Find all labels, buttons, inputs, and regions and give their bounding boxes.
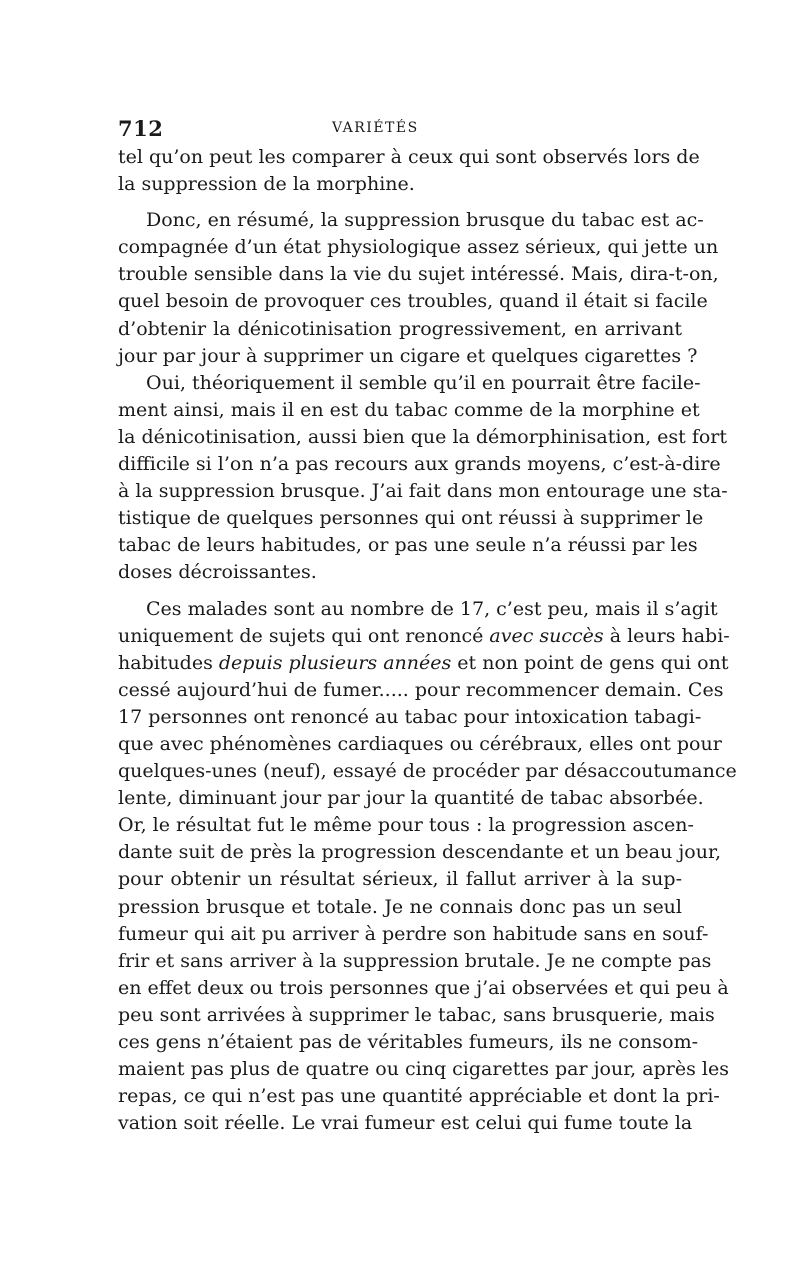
paragraph [118,207,719,370]
text-run: uniquement de sujets qui ont renoncé [118,624,490,647]
body-text [118,144,737,1137]
paragraph-gap [118,198,682,207]
text-line: ces gens n’étaient pas de véritables fumeurs, ils ne consom- [118,1031,699,1053]
text-line: que avec phénomènes cardiaques ou cérébraux, elles ont pour [118,732,722,755]
text-run: à leurs habi- [603,624,730,647]
text-line: tistique de quelques personnes qui ont réussi à supprimer le [118,507,704,530]
text-line: trouble sensible dans la vie du sujet intéressé. Mais, dira-t-on, [118,263,719,286]
text-line: maient pas plus de quatre ou cinq cigarettes par jour, après les [118,1058,729,1081]
text-line: jour par jour à supprimer un cigare et quelques cigarettes ? [118,344,698,367]
text-line: cessé aujourd’hui de fumer..... pour recommencer demain. Ces [118,678,724,701]
paragraph [118,144,700,198]
text-line: tel qu’on peut les comparer à ceux qui sont observés lors de [118,146,700,168]
italic-text: avec succès [489,624,604,647]
text-line: Ces malades sont au nombre de 17, c’est peu, mais il s’agit [146,597,718,620]
italic-text: depuis plusieurs années [218,651,452,674]
page-number: 712 [118,116,164,141]
text-line: ment ainsi, mais il en est du tabac comme de la morphine et [118,398,700,421]
text-run: habitudes [118,651,219,674]
text-line: la dénicotinisation, aussi bien que la démorphinisation, est fort [118,425,728,448]
text-line: pour obtenir un résultat sérieux, il fallut arriver à la sup- [118,868,682,891]
text-line: 17 personnes ont renoncé au tabac pour intoxication tabagi- [118,705,702,728]
text-line: Or, le résultat fut le même pour tous : la progression ascen- [118,814,694,837]
paragraph-gap [118,587,682,596]
text-line: fumeur qui ait pu arriver à perdre son habitude sans en souf- [118,922,709,945]
page-header [118,116,682,142]
text-line [118,623,730,650]
text-line [118,650,729,677]
text-line: quel besoin de provoquer ces troubles, quand il était si facile [118,290,708,313]
text-line: Donc, en résumé, la suppression brusque du tabac est ac- [146,209,704,232]
text-line: frir et sans arriver à la suppression brutale. Je ne compte pas [118,949,712,972]
text-line: lente, diminuant jour par jour la quantité de tabac absorbée. [118,787,704,810]
text-line: difficile si l’on n’a pas recours aux grands moyens, c’est-à-dire [118,453,721,476]
text-line: Oui, théoriquement il semble qu’il en pourrait être facile- [146,371,701,394]
text-line: pression brusque et totale. Je ne connais donc pas un seul [118,895,682,918]
paragraph [118,596,737,1138]
text-line: dante suit de près la progression descendante et un beau jour, [118,841,721,864]
text-line: d’obtenir la dénicotinisation progressivement, en arrivant [118,317,682,340]
text-line: compagnée d’un état physiologique assez sérieux, qui jette un [118,236,719,259]
text-line: à la suppression brusque. J’ai fait dans mon entourage une sta- [118,480,728,503]
text-line: peu sont arrivées à supprimer le tabac, sans brusquerie, mais [118,1003,715,1026]
text-line: tabac de leurs habitudes, or pas une seule n’a réussi par les [118,534,698,557]
running-title: VARIÉTÉS [332,120,419,136]
text-line: quelques-unes (neuf), essayé de procéder par désaccoutumance [118,760,737,783]
text-line: repas, ce qui n’est pas une quantité appréciable et dont la pri- [118,1085,720,1108]
text-run: et non point de gens qui ont [451,651,729,674]
paragraph [118,370,728,587]
text-line: la suppression de la morphine. [118,173,415,196]
text-line: doses décroissantes. [118,561,317,584]
text-line: vation soit réelle. Le vrai fumeur est celui qui fume toute la [118,1112,693,1135]
text-line: en effet deux ou trois personnes que j’ai observées et qui peu à [118,976,729,999]
